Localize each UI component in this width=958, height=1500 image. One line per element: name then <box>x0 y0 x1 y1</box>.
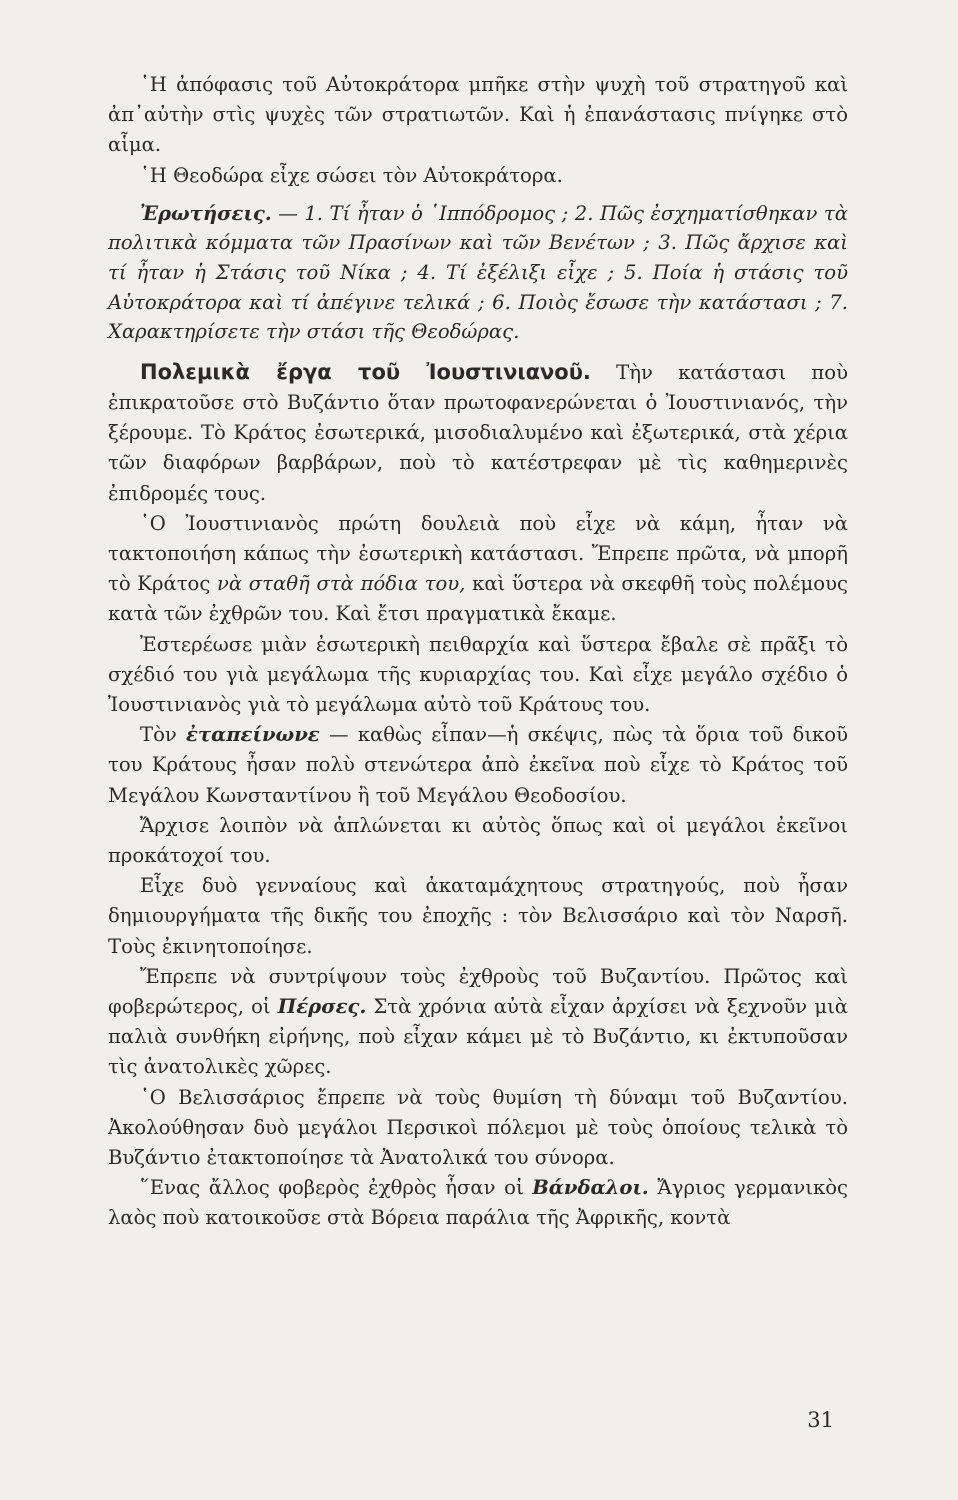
paragraph-generals: Εἶχε δυὸ γενναίους καὶ ἀκαταμάχητους στρατηγούς, ποὺ ἦσαν δημιουργήματα τῆς δικῆς του ἐποχῆς : τὸν Βελισσάριο καὶ τὸν Ναρσῆ. Τοὺς ἐκινητοποίησε. <box>108 874 848 958</box>
paragraph-expansion: Ἄρχισε λοιπὸν νὰ ἁπλώνεται κι αὐτὸς ὅπως καὶ οἱ μεγάλοι ἐκεῖνοι προκάτοχοί του. <box>108 813 848 868</box>
section-heading: Πολεμικὰ ἔργα τοῦ Ἰουστινιανοῦ. <box>140 359 591 384</box>
paragraph-discipline: Ἐστερέωσε μιὰν ἐσωτερικὴ πειθαρχία καὶ ὕστερα ἔβαλε σὲ πρᾶξι τὸ σχέδιό του γιὰ μεγάλωμα τῆς κυριαρχίας του. Καὶ εἶχε μεγάλο σχέδιο ὁ Ἰουστινιανὸς γιὰ τὸ μεγάλωμα αὐτὸ τοῦ Κράτους του. <box>108 632 848 717</box>
section-intro: Τὴν κατάστασι ποὺ ἐπικρατοῦσε στὸ Βυζάντιο ὅταν πρωτοφανερώνεται ὁ Ἰουστινιανός, τὴν ξέρουμε. Τὸ Κράτος ἐσωτερικά, μισοδιαλυμένο καὶ ἐξωτερικά, στὰ χέρια τῶν διαφόρων βαρβάρων, ποὺ τὸ κατέστρεφαν μὲ τὶς καθημερινὲς ἐπιδρομές τους. <box>108 360 848 505</box>
page-body <box>108 70 848 1234</box>
p6-emphasis: ἐταπείνωνε <box>186 723 320 747</box>
p11-text-a: ῞Ενας ἄλλος φοβερὸς ἐχθρὸς ἦσαν οἱ <box>140 1176 533 1200</box>
paragraph-belisarius: ῾Ο Βελισσάριος ἔπρεπε νὰ τοὺς θυμίση τὴ δύναμι τοῦ Βυζαντίου. Ἀκολούθησαν δυὸ μεγάλοι Περσικοὶ πόλεμοι μὲ τοὺς ὁποίους τελικὰ τὸ Βυζάντιο ἐτακτοποίησε τὰ Ἀνατολικά του σύνορα. <box>108 1085 848 1170</box>
questions-text: — 1. Τί ἦταν ὁ ῾Ιππόδρομος ; 2. Πῶς ἐσχηματίσθηκαν τὰ πολιτικὰ κόμματα τῶν Πρασίνων καὶ τῶν Βενέτων ; 3. Πῶς ἄρχισε καὶ τί ἦταν ἡ Στάσις τοῦ Νίκα ; 4. Τί ἐξέλιξι εἶχε ; 5. Ποία ἡ στάσις τοῦ Αὐτοκράτορα καὶ τί ἀπέγινε τελικά ; 6. Ποιὸς ἔσωσε τὴν κατάστασι ; 7. Χαρακτηρίσετε τὴν στάσι τῆς Θεοδώρας. <box>108 201 849 344</box>
p9-text-a: Ἔπρεπε νὰ συντρίψουν τοὺς ἐχθροὺς τοῦ Βυζαντίου. Πρῶτος καὶ φοβερώτερος, οἱ <box>108 964 848 1019</box>
paragraph-persians <box>108 962 848 1083</box>
p4-text-b: καὶ ὕστερα νὰ σκεφθῆ τοὺς πολέμους κατὰ τῶν ἐχθρῶν του. Καὶ ἔτσι πραγματικὰ ἔκαμε. <box>108 572 848 626</box>
p11-emphasis: Βάνδαλοι. <box>532 1176 649 1200</box>
p4-text-a: ῾Ο Ἰουστινιανὸς πρώτη δουλειὰ ποὺ εἶχε νὰ κάμη, ἦταν νὰ τακτοποιήση κάπως τὴν ἐσωτερικὴ κατάστασι. Ἔπρεπε πρῶτα, νὰ μπορῆ τὸ Κράτος <box>108 511 848 596</box>
p6-text-b: — καθὼς εἶπαν—ἡ σκέψις, πὼς τὰ ὅρια τοῦ δικοῦ του Κράτους ἦσαν πολὺ στενώτερα ἀπὸ ἐκεῖνα ποὺ εἶχε τὸ Κράτος τοῦ Μεγάλου Κωνσταντίνου ἢ τοῦ Μεγάλου Θεοδοσίου. <box>108 723 848 807</box>
page-number: 31 <box>807 1408 834 1432</box>
questions-label: Ἐρωτήσεις. <box>140 201 272 225</box>
p6-text-a: Τὸν <box>140 723 187 747</box>
p9-text-b: Στὰ χρόνια αὐτὰ εἶχαν ἀρχίσει νὰ ξεχνοῦν μιὰ παλιὰ συνθήκη εἰρήνης, ποὺ εἶχαν κάμει μὲ τὸ Βυζάντιο, κι ἐκτυποῦσαν τὶς ἀνατολικὲς χῶρες. <box>108 995 848 1079</box>
p11-text-b: Ἄγριος γερμανικὸς λαὸς ποὺ κατοικοῦσε στὰ Βόρεια παράλια τῆς Ἀφρικῆς, κοντὰ <box>108 1176 848 1230</box>
paragraph-internal-order <box>108 509 848 630</box>
paragraph-humiliation <box>108 720 848 811</box>
paragraph-emperor-decision: ῾Η ἀπόφασις τοῦ Αὐτοκράτορα μπῆκε στὴν ψυχὴ τοῦ στρατηγοῦ καὶ ἀπ᾿αὐτὴν στὶς ψυχὲς τῶν στρατιωτῶν. Καὶ ἡ ἐπανάστασις πνίγηκε στὸ αἷμα. <box>108 73 848 157</box>
p4-emphasis: νὰ σταθῆ στὰ πόδια του, <box>216 572 466 596</box>
section-paragraph <box>108 357 848 509</box>
paragraph-theodora-saved: ῾Η Θεοδώρα εἶχε σώσει τὸν Αὐτοκράτορα. <box>140 163 563 187</box>
p9-emphasis: Πέρσες. <box>277 995 367 1019</box>
questions-block <box>108 199 848 347</box>
paragraph-vandals <box>108 1173 848 1233</box>
